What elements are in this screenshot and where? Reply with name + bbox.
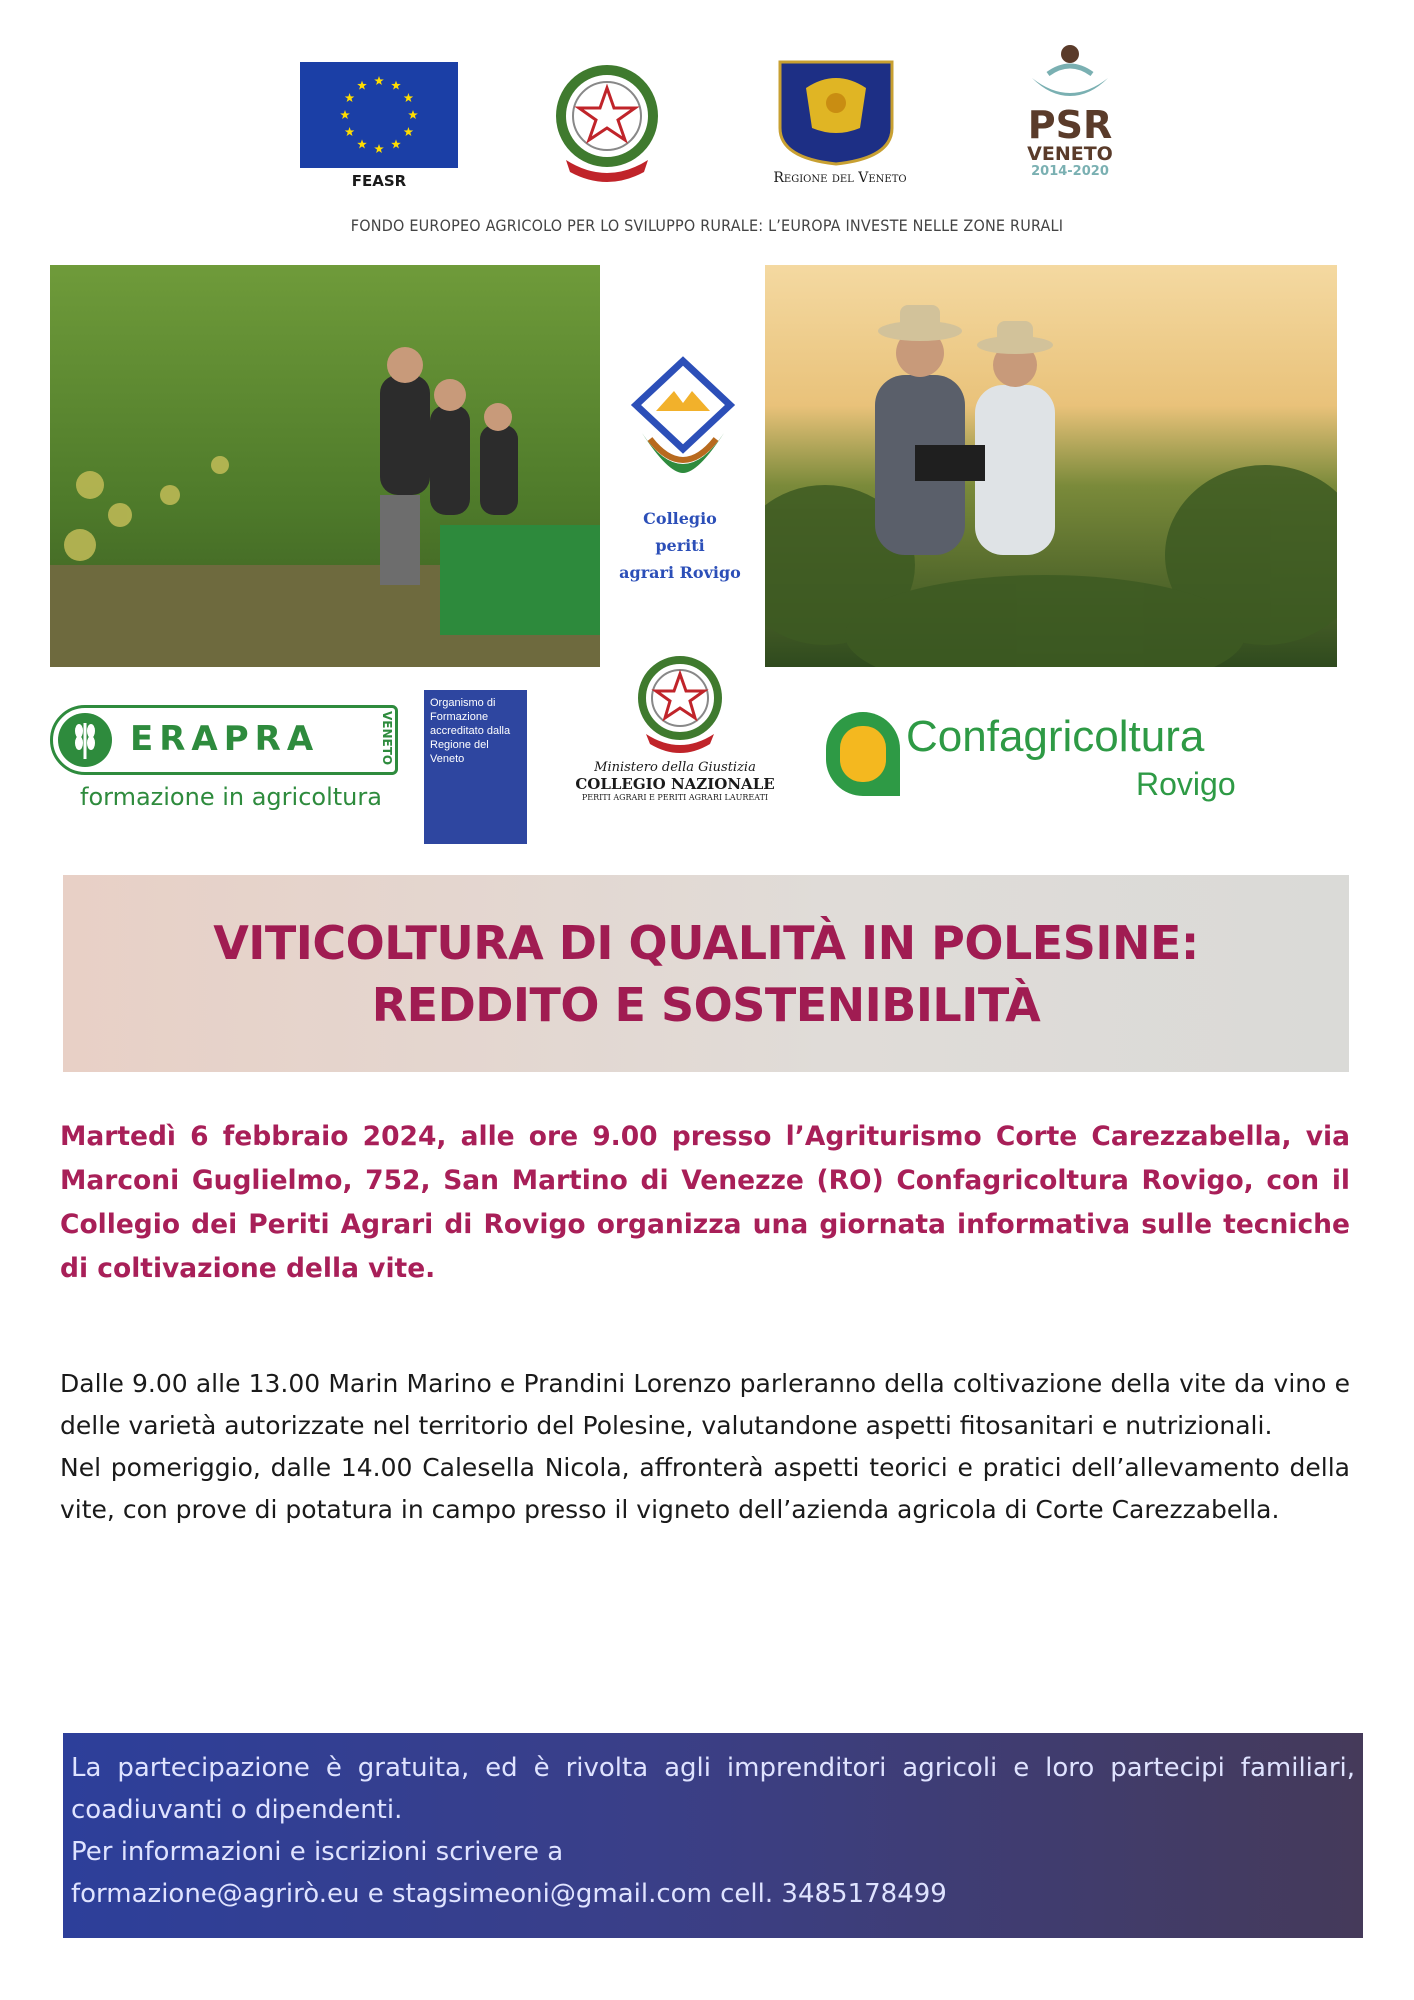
erapra-subtitle: formazione in agricoltura	[80, 783, 382, 811]
info-contacts[interactable]: formazione@agrirò.eu e stagsimeoni@gmail.com cell. 3485178499	[71, 1879, 947, 1909]
regione-veneto-logo	[776, 58, 896, 166]
title-line-2: REDDITO E SOSTENIBILITÀ	[371, 977, 1041, 1032]
info-contact-intro: Per informazioni e iscrizioni scrivere a	[71, 1837, 564, 1867]
info-band	[63, 1733, 1363, 1938]
fondo-tagline: FONDO EUROPEO AGRICOLO PER LO SVILUPPO RURALE: L’EUROPA INVESTE NELLE ZONE RURALI	[350, 216, 1064, 235]
vineyard-workers-photo	[50, 265, 600, 667]
farmers-sunset-photo	[765, 265, 1337, 667]
eu-caption: FEASR	[351, 172, 407, 190]
collegio-line-1: Collegio	[643, 509, 717, 528]
confagricoltura-mark-icon	[826, 712, 900, 796]
ministero-line-1: Ministero della Giustizia	[594, 760, 756, 775]
title-line-1: VITICOLTURA DI QUALITÀ IN POLESINE:	[213, 915, 1199, 970]
collegio-line-3: agrari Rovigo	[619, 563, 741, 582]
program-afternoon: Nel pomeriggio, dalle 14.00 Calesella Nicola, affronterà aspetti teorici e pratici dell’allevamento della vite, con prove di potatura in campo presso il vigneto dell’azienda agricola di Corte Carezzabella.	[60, 1453, 1350, 1524]
psr-subtitle: VENETO	[1027, 143, 1113, 165]
italian-republic-emblem	[548, 60, 666, 186]
organismo-formazione-badge	[424, 690, 527, 844]
ministero-emblem	[632, 652, 728, 754]
regione-caption: Regione del Veneto	[773, 170, 907, 186]
psr-veneto-logo	[1010, 38, 1130, 198]
title-band	[63, 875, 1349, 1072]
eu-flag-logo	[300, 62, 458, 168]
collegio-line-2: periti	[655, 536, 705, 555]
ministero-collegio-nazionale	[560, 760, 790, 802]
wheat-icon	[56, 711, 114, 769]
erapra-logo	[50, 705, 398, 825]
erapra-veneto: VENETO	[380, 711, 394, 766]
collegio-periti-text	[600, 505, 760, 586]
ministero-line-3: PERITI AGRARI E PERITI AGRARI LAUREATI	[581, 793, 769, 802]
event-program	[60, 1363, 1350, 1531]
confagricoltura-city: Rovigo	[1136, 766, 1236, 802]
event-intro: Martedì 6 febbraio 2024, alle ore 9.00 presso l’Agriturismo Corte Carezzabella, via Marconi Guglielmo, 752, San Martino di Venezze (RO) Confagricoltura Rovigo, con il Collegio dei Periti Agrari di Rovigo organizza una giornata informativa sulle tecniche di coltivazione della vite.	[60, 1121, 1350, 1284]
erapra-word: ERAPRA	[130, 719, 320, 759]
confagricoltura-logo	[826, 712, 1266, 808]
psr-leaf-icon	[1010, 38, 1130, 102]
program-morning: Dalle 9.00 alle 13.00 Marin Marino e Prandini Lorenzo parleranno della coltivazione della vite da vino e delle varietà autorizzate nel territorio del Polesine, valutandone aspetti fitosanitari e nutrizionali.	[60, 1369, 1350, 1440]
ministero-line-2: COLLEGIO NAZIONALE	[575, 775, 775, 793]
psr-years: 2014-2020	[1031, 164, 1109, 179]
organismo-text: Organismo di Formazione accreditato dalla Regione del Veneto	[430, 697, 511, 765]
confagricoltura-name: Confagricoltura	[906, 712, 1205, 761]
info-participation: La partecipazione è gratuita, ed è rivolta agli imprenditori agricoli e loro partecipi familiari, coadiuvanti o dipendenti.	[71, 1753, 1355, 1825]
collegio-periti-logo	[628, 355, 738, 495]
psr-title: PSR	[1027, 103, 1113, 147]
